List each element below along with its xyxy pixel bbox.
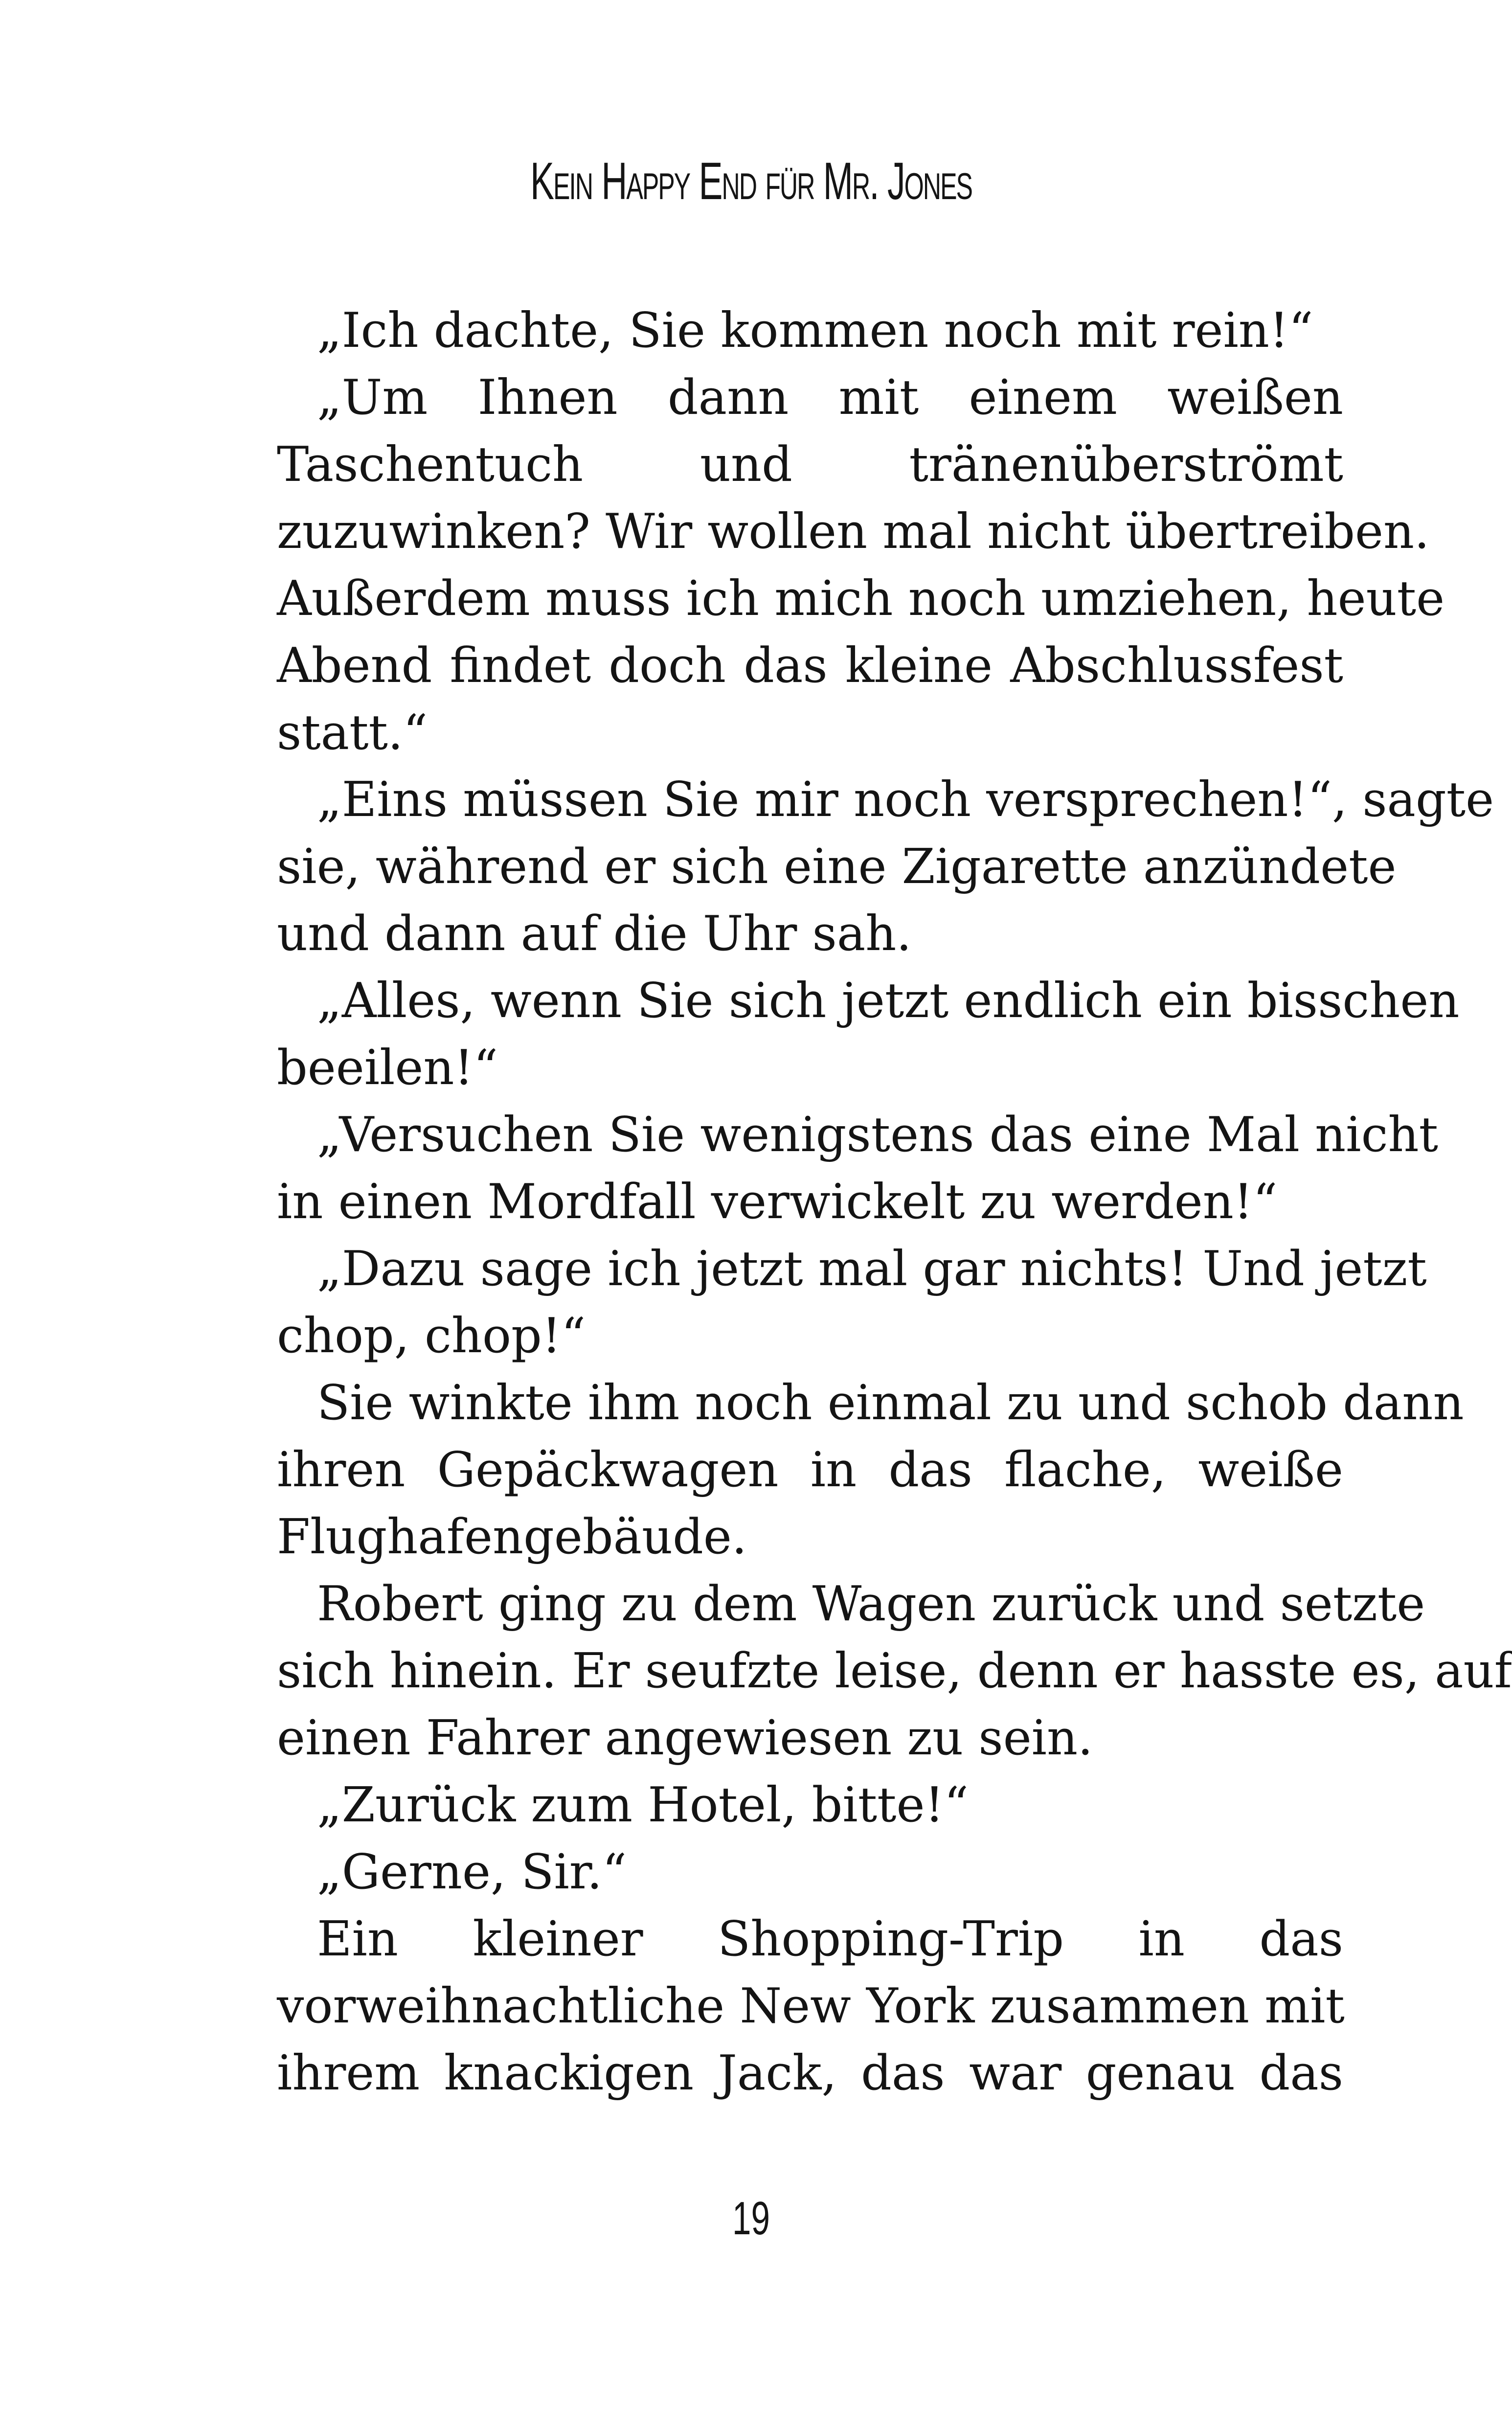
text-line: und dann auf die Uhr sah. xyxy=(277,906,912,962)
text-line: Außerdem muss ich mich noch umziehen, heute xyxy=(277,571,1445,627)
text-line: Ein kleiner Shopping-Trip in das xyxy=(317,1911,1343,1967)
text-line: „Alles, wenn Sie sich jetzt endlich ein bisschen xyxy=(317,973,1460,1029)
text-line: Abend findet doch das kleine Abschlussfest xyxy=(277,638,1343,694)
text-line: einen Fahrer angewiesen zu sein. xyxy=(277,1710,1093,1766)
text-line: chop, chop!“ xyxy=(277,1308,586,1364)
text-line: in einen Mordfall verwickelt zu werden!“ xyxy=(277,1174,1278,1230)
page-number: 19 xyxy=(732,2192,770,2245)
text-line: Sie winkte ihm noch einmal zu und schob dann xyxy=(317,1375,1464,1431)
text-line: „Gerne, Sir.“ xyxy=(317,1844,627,1900)
text-line: Robert ging zu dem Wagen zurück und setzte xyxy=(317,1576,1425,1632)
text-line: beeilen!“ xyxy=(277,1040,498,1096)
text-line: vorweihnachtliche New York zusammen mit xyxy=(277,1978,1345,2034)
text-line: „Versuchen Sie wenigstens das eine Mal nicht xyxy=(317,1107,1438,1163)
text-line: sich hinein. Er seufzte leise, denn er hasste es, auf xyxy=(277,1643,1512,1699)
text-line: zuzuwinken? Wir wollen mal nicht übertreiben. xyxy=(277,504,1430,560)
text-line: „Ich dachte, Sie kommen noch mit rein!“ xyxy=(317,303,1313,359)
running-title: Kein Happy End für Mr. Jones xyxy=(530,151,972,210)
text-line: Taschentuch und tränenüberströmt xyxy=(277,437,1343,493)
text-line: sie, während er sich eine Zigarette anzündete xyxy=(277,839,1397,895)
text-line: ihrem knackigen Jack, das war genau das xyxy=(277,2045,1343,2101)
text-line: ihren Gepäckwagen in das flache, weiße xyxy=(277,1442,1343,1498)
text-line: Flughafengebäude. xyxy=(277,1509,747,1565)
text-line: „Zurück zum Hotel, bitte!“ xyxy=(317,1777,969,1833)
text-line: „Eins müssen Sie mir noch versprechen!“, sagte xyxy=(317,772,1494,828)
text-line: „Dazu sage ich jetzt mal gar nichts! Und jetzt xyxy=(317,1241,1427,1297)
text-line: statt.“ xyxy=(277,705,428,761)
text-line: „Um Ihnen dann mit einem weißen xyxy=(317,370,1343,426)
body-text xyxy=(277,297,1512,2107)
